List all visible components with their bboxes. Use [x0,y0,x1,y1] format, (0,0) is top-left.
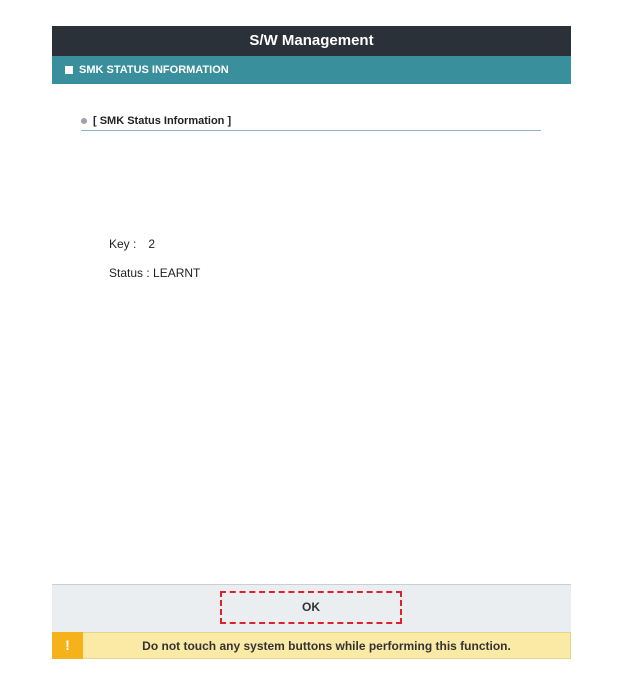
window-title: S/W Management [52,26,571,56]
dot-bullet-icon [81,118,87,124]
square-bullet-icon [65,66,73,74]
subheader-title: [ SMK Status Information ] [93,115,232,127]
section-title: SMK STATUS INFORMATION [79,64,229,76]
status-value: LEARNT [153,266,201,280]
footer-bar [52,584,571,632]
warning-banner [52,632,571,659]
status-line [109,266,200,280]
status-label: Status : [109,266,150,280]
key-value: 2 [148,237,156,251]
key-line [109,237,155,251]
key-label: Key : [109,237,137,251]
subheader [81,112,541,131]
ok-button[interactable]: OK [220,591,402,624]
sw-management-window [52,26,571,659]
warning-text: Do not touch any system buttons while performing this function. [142,638,511,653]
warning-icon: ! [52,632,83,659]
section-bar [52,56,571,84]
